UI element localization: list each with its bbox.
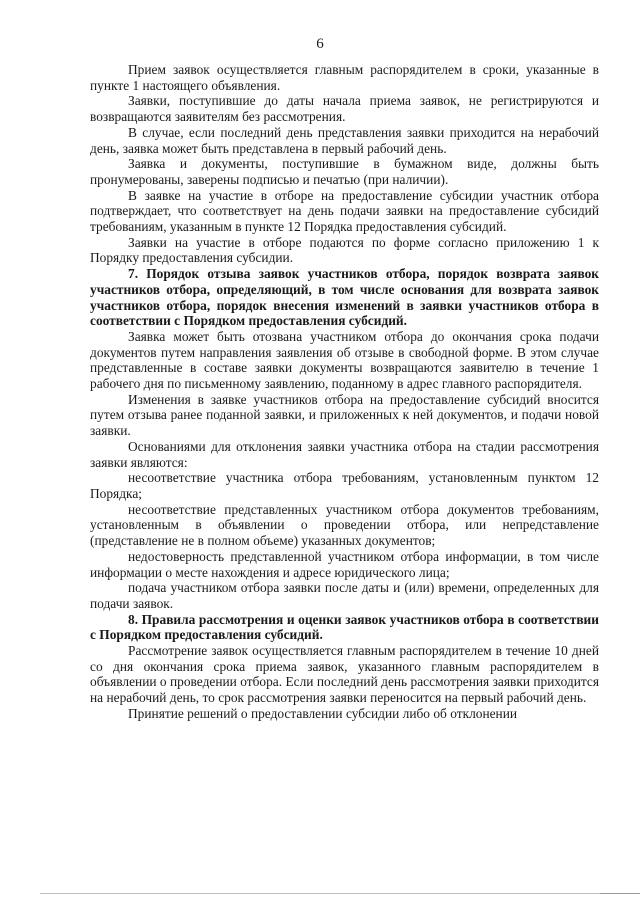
paragraph: Заявка и документы, поступившие в бумажном виде, должны быть пронумерованы, заверены подписью и печатью (при наличии). xyxy=(90,156,599,187)
paragraph: Рассмотрение заявок осуществляется главным распорядителем в течение 10 дней со дня окончания срока приема заявок, указанного главным распорядителем в объявлении о проведении отбора. Если последний день рассмотрения заявки приходится на нерабочий день, то срок рассмотрения заявки переносится на первый рабочий день. xyxy=(90,643,599,706)
list-item: недостоверность представленной участником отбора информации, в том числе информации о месте нахождения и адресе юридического лица; xyxy=(90,548,599,580)
section-heading: 8. Правила рассмотрения и оценки заявок участников отбора в соответствии с Порядком предоставления субсидий. xyxy=(90,611,599,643)
document-body xyxy=(90,62,599,722)
list-item: несоответствие представленных участником отбора документов требованиям, установленным в объявлении о проведении отбора, или непредставление (представление не в полном объеме) указанных документов; xyxy=(90,501,599,549)
page-number: 6 xyxy=(316,36,324,52)
paragraph: Заявки, поступившие до даты начала приема заявок, не регистрируются и возвращаются заявителям без рассмотрения. xyxy=(90,93,599,125)
paragraph: Заявка может быть отозвана участником отбора до окончания срока подачи документов путем направления заявления об отзыве в свободной форме. В этом случае представленные в составе заявки документы возвращаются заявителю в течение 1 рабочего дня по письменному заявлению, поданному в адрес главного распорядителя. xyxy=(90,328,599,392)
list-item: несоответствие участника отбора требованиям, установленным пунктом 12 Порядка; xyxy=(90,470,599,501)
paragraph: В случае, если последний день представления заявки приходится на нерабочий день, заявка может быть представлена в первый рабочий день. xyxy=(90,124,599,156)
paragraph: Основаниями для отклонения заявки участника отбора на стадии рассмотрения заявки являются: xyxy=(90,438,599,470)
scan-edge-mark xyxy=(600,893,640,894)
paragraph: Принятие решений о предоставлении субсидии либо об отклонении xyxy=(128,705,518,721)
paragraph: В заявке на участие в отборе на предоставление субсидии участник отбора подтверждает, что соответствует на день подачи заявки на предоставление субсидий требованиям, указанным в пункте 12 Порядка предоставления субсидий. xyxy=(90,187,599,235)
paragraph: Заявки на участие в отборе подаются по форме согласно приложению 1 к Порядку предоставления субсидии. xyxy=(90,234,599,266)
scan-edge-line xyxy=(40,893,600,894)
paragraph: Изменения в заявке участников отбора на предоставление субсидий вносится путем отзыва ранее поданной заявки, и приложенных к ней документов, и подачи новой заявки. xyxy=(90,391,599,439)
section-heading: 7. Порядок отзыва заявок участников отбора, порядок возврата заявок участников отбора, определяющий, в том числе основания для возврата заявок участников отбора, порядок внесения изменений в заявки участников отбора в соответствии с Порядком предоставления субсидий. xyxy=(90,266,599,329)
list-item: подача участником отбора заявки после даты и (или) времени, определенных для подачи заявок. xyxy=(90,580,599,611)
paragraph: Прием заявок осуществляется главным распорядителем в сроки, указанные в пункте 1 настоящего объявления. xyxy=(90,62,599,93)
